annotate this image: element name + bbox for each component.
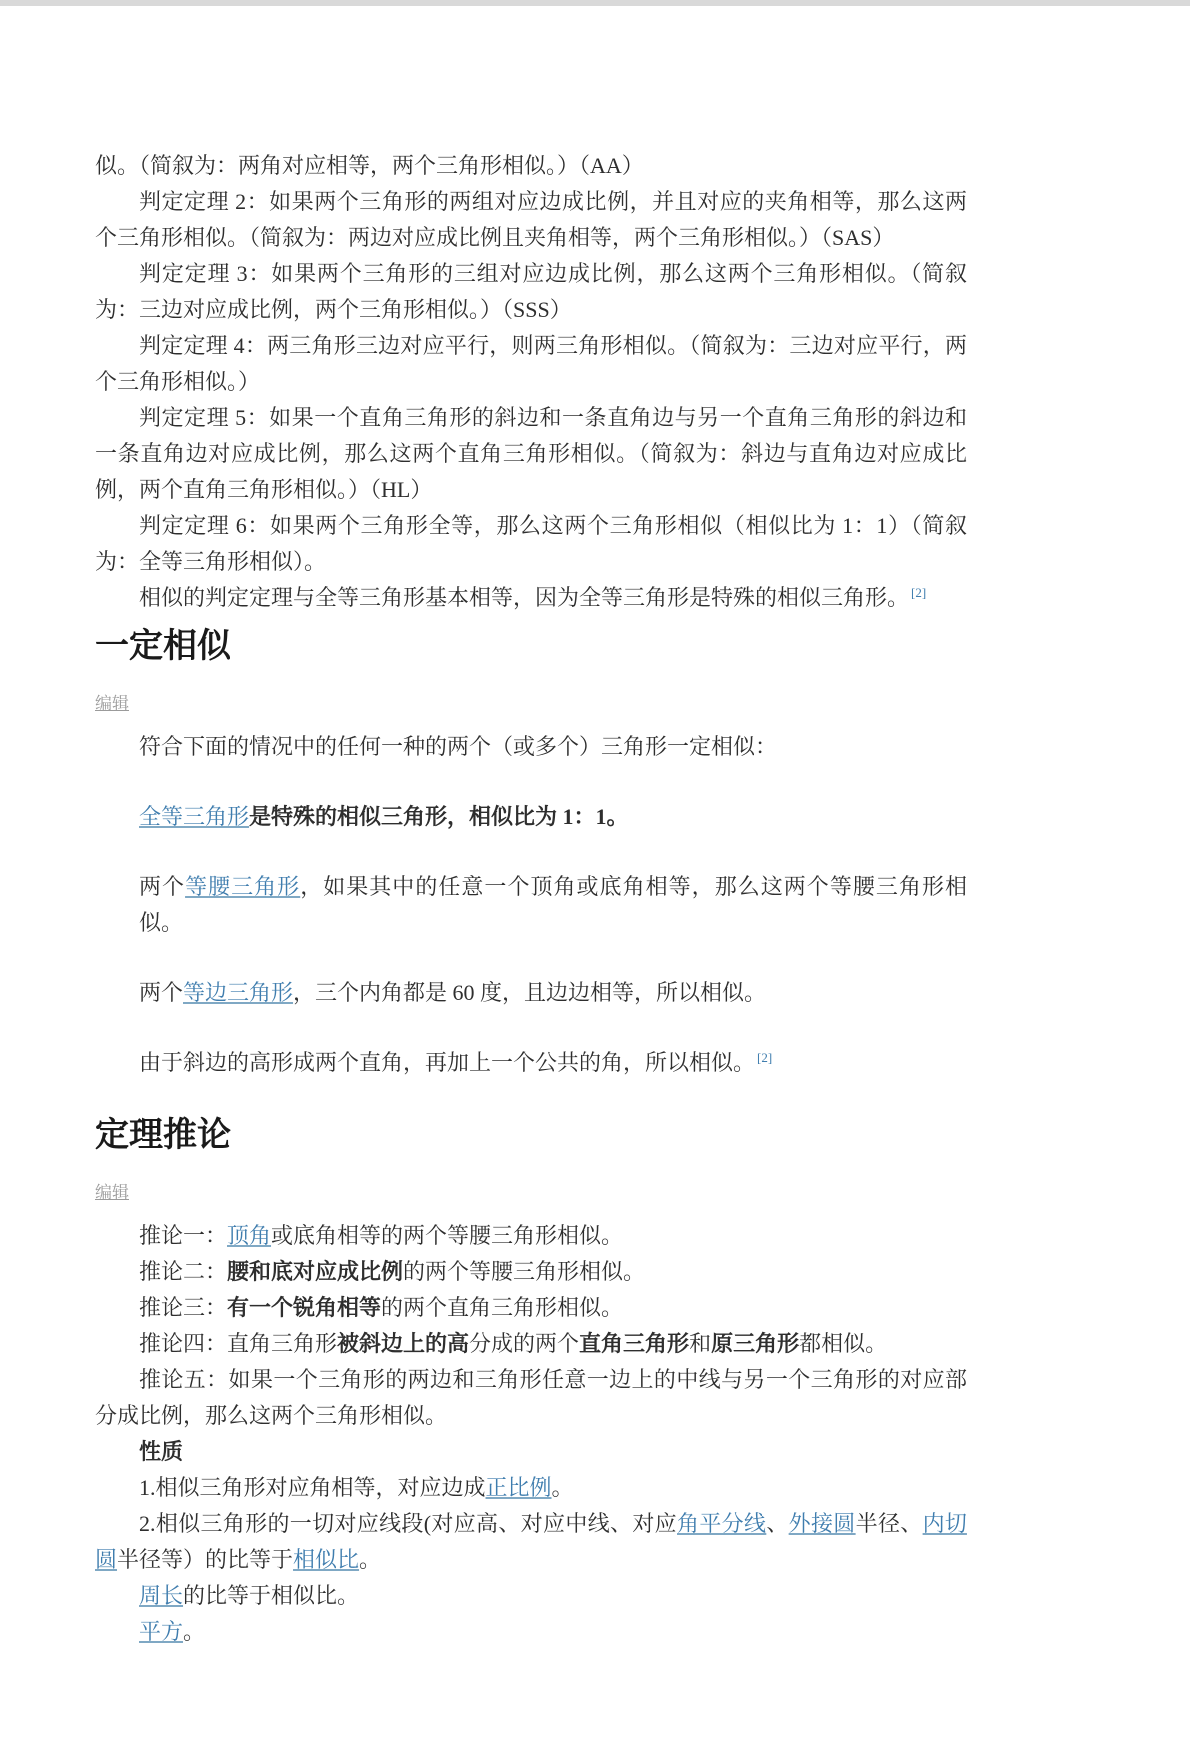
- paragraph-always-similar-intro: [95, 729, 967, 765]
- paragraph-text: 的两个直角三角形相似。: [381, 1295, 624, 1320]
- paragraph-bold-text: 有一个锐角相等: [227, 1295, 382, 1320]
- perimeter-link[interactable]: 周长: [139, 1583, 184, 1608]
- paragraph-theorem-4: [95, 328, 967, 400]
- paragraph-bold-text: 腰和底对应成比例: [227, 1259, 404, 1284]
- paragraph-text: 。: [359, 1547, 382, 1572]
- list-item-hypotenuse-altitude: [139, 1045, 967, 1081]
- paragraph-text: 判定定理 6：如果两个三角形全等，那么这两个三角形相似（相似比为 1：1）（简叙为：全等三角形相似）。: [95, 513, 967, 574]
- paragraph-text: 或底角相等的两个等腰三角形相似。: [271, 1223, 624, 1248]
- paragraph-perimeter: [95, 1578, 967, 1614]
- paragraph-text: 的比等于相似比。: [183, 1583, 360, 1608]
- list-item-text: 两个: [139, 874, 186, 899]
- paragraph-theorem-3: [95, 256, 967, 328]
- list-item-bold-text: 是特殊的相似三角形，相似比为 1：1。: [249, 804, 629, 829]
- paragraph-bold-text: 原三角形: [711, 1331, 800, 1356]
- section-heading-corollaries: 定理推论: [95, 1116, 231, 1154]
- paragraph-text: 判定定理 3：如果两个三角形的三组对应边成比例，那么这两个三角形相似。（简叙为：三边对应成比例，两个三角形相似。）（SSS）: [95, 261, 967, 322]
- paragraph-text: 符合下面的情况中的任何一种的两个（或多个）三角形一定相似：: [139, 734, 778, 759]
- paragraph-bold-text: 被斜边上的高: [337, 1331, 470, 1356]
- paragraph-text: 判定定理 2：如果两个三角形的两组对应边成比例，并且对应的夹角相等，那么这两个三角形相似。（简叙为：两边对应成比例且夹角相等，两个三角形相似。）（SAS）: [95, 189, 967, 250]
- paragraph-text: 似。（简叙为：两角对应相等，两个三角形相似。）（AA）: [95, 153, 644, 178]
- inscribed-circle-link[interactable]: 内切圆: [95, 1511, 967, 1572]
- paragraph-theorem-5: [95, 400, 967, 508]
- paragraph-text: 1.相似三角形对应角相等，对应边成: [139, 1475, 486, 1500]
- paragraph-theorem-6: [95, 508, 967, 580]
- properties-label-text: 性质: [139, 1439, 184, 1464]
- section-heading-always-similar: 一定相似: [95, 627, 231, 665]
- list-item-isosceles-triangles: [139, 869, 967, 941]
- square-link[interactable]: 平方: [139, 1619, 184, 1644]
- circumscribed-circle-link[interactable]: 外接圆: [788, 1511, 856, 1536]
- paragraph-text: 推论二：: [139, 1259, 228, 1284]
- paragraph-corollary-4: [95, 1326, 967, 1362]
- paragraph-text: 判定定理 5：如果一个直角三角形的斜边和一条直角边与另一个直角三角形的斜边和一条直角边对应成比例，那么这两个直角三角形相似。（简叙为：斜边与直角边对应成比例，两个直角三角形相似。）（HL）: [95, 405, 967, 502]
- congruent-triangle-link[interactable]: 全等三角形: [139, 804, 250, 829]
- paragraph-square: [95, 1614, 967, 1650]
- paragraph-properties-label: [95, 1434, 967, 1470]
- list-item-equilateral-triangles: [139, 975, 967, 1011]
- document-body: [0, 6, 967, 1740]
- paragraph-aa-continuation: [95, 148, 967, 184]
- citation-ref-2-link[interactable]: [2]: [757, 1049, 773, 1065]
- paragraph-corollary-1: [95, 1218, 967, 1254]
- list-item-text: ，三个内角都是 60 度，且边边相等，所以相似。: [293, 980, 767, 1005]
- paragraph-text: 相似的判定定理与全等三角形基本相等，因为全等三角形是特殊的相似三角形。: [139, 585, 910, 610]
- paragraph-text: 2.相似三角形的一切对应线段(对应高、对应中线、对应: [139, 1511, 677, 1536]
- apex-angle-link[interactable]: 顶角: [227, 1223, 272, 1248]
- paragraph-theorem-2: [95, 184, 967, 256]
- paragraph-corollary-5: [95, 1362, 967, 1434]
- edit-row: [95, 684, 967, 729]
- paragraph-text: 、: [766, 1511, 789, 1536]
- isosceles-triangle-link[interactable]: 等腰三角形: [185, 874, 301, 899]
- citation-ref-2-link[interactable]: [2]: [911, 584, 927, 600]
- list-item-text: 两个: [139, 980, 184, 1005]
- similarity-ratio-link[interactable]: 相似比: [293, 1547, 360, 1572]
- edit-link[interactable]: 编辑: [95, 1183, 129, 1202]
- paragraph-text: 。: [551, 1475, 574, 1500]
- paragraph-corollary-2: [95, 1254, 967, 1290]
- angle-bisector-link[interactable]: 角平分线: [677, 1511, 767, 1536]
- list-item-congruent-triangles: [139, 799, 967, 835]
- paragraph-text: 推论四：直角三角形: [139, 1331, 338, 1356]
- paragraph-text: 的两个等腰三角形相似。: [403, 1259, 646, 1284]
- paragraph-text: 判定定理 4：两三角形三边对应平行，则两三角形相似。（简叙为：三边对应平行，两个三角形相似。）: [95, 333, 967, 394]
- paragraph-text: 推论一：: [139, 1223, 228, 1248]
- paragraph-text: 和: [689, 1331, 712, 1356]
- edit-link[interactable]: 编辑: [95, 694, 129, 713]
- paragraph-text: 都相似。: [799, 1331, 888, 1356]
- paragraph-text: 推论五：如果一个三角形的两边和三角形任意一边上的中线与另一个三角形的对应部分成比例，那么这两个三角形相似。: [95, 1367, 967, 1428]
- paragraph-bold-text: 直角三角形: [579, 1331, 690, 1356]
- paragraph-text: 推论三：: [139, 1295, 228, 1320]
- list-item-text: ，如果其中的任意一个顶角或底角相等，那么这两个等腰三角形相似。: [139, 874, 967, 935]
- equilateral-triangle-link[interactable]: 等边三角形: [183, 980, 294, 1005]
- list-item-text: 由于斜边的高形成两个直角，再加上一个公共的角，所以相似。: [139, 1050, 756, 1075]
- edit-row: [95, 1173, 967, 1218]
- paragraph-corollary-3: [95, 1290, 967, 1326]
- paragraph-text: 分成的两个: [469, 1331, 580, 1356]
- paragraph-theorem-summary: [95, 580, 967, 616]
- paragraph-property-1: [95, 1470, 967, 1506]
- paragraph-property-2: [95, 1506, 967, 1578]
- paragraph-text: 半径、: [855, 1511, 923, 1536]
- paragraph-text: 半径等）的比等于: [117, 1547, 294, 1572]
- direct-proportion-link[interactable]: 正比例: [485, 1475, 552, 1500]
- paragraph-text: 。: [183, 1619, 206, 1644]
